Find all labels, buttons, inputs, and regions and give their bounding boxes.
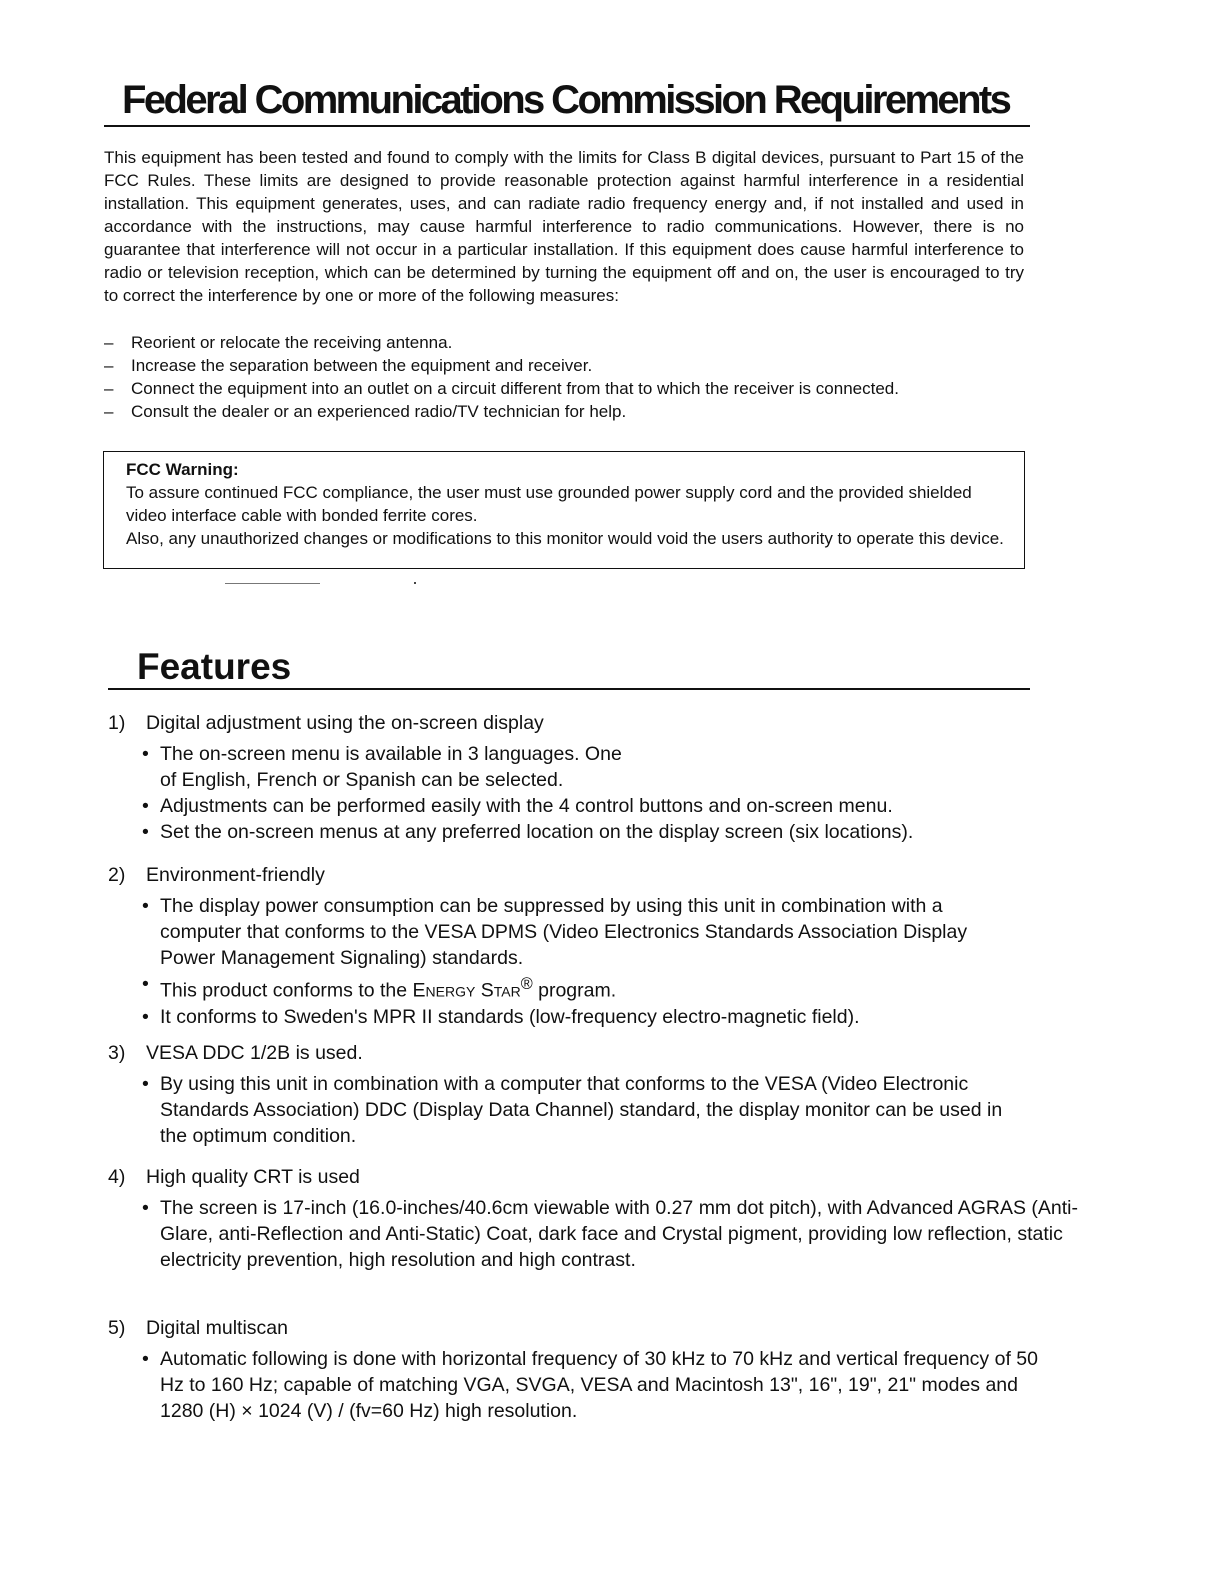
list-item [104, 331, 1004, 354]
feature-point-text: It conforms to Sweden's MPR II standards (low-frequency electro-magnetic field). [160, 1005, 860, 1028]
feature-points [108, 1071, 1028, 1149]
feature-heading [108, 1315, 1028, 1341]
feature-number: 3) [108, 1042, 126, 1064]
dash-marker: – [104, 379, 114, 398]
measure-text: Increase the separation between the equipment and receiver. [131, 356, 593, 375]
fcc-warning-text-1: To assure continued FCC compliance, the user must use grounded power supply cord and the provided shielded video interface cable with bonded ferrite cores. [126, 483, 972, 525]
energy-star-name: Energy Star [412, 979, 521, 1002]
feature-heading [108, 1040, 1028, 1066]
dash-marker: – [104, 356, 114, 375]
bullet-marker: • [142, 1197, 149, 1219]
feature-heading-text: VESA DDC 1/2B is used. [146, 1042, 363, 1064]
list-item [108, 1004, 1028, 1030]
list-item [104, 400, 1004, 423]
measure-text: Reorient or relocate the receiving antenna. [131, 333, 453, 352]
features-section-title: Features [137, 646, 292, 687]
bullet-marker: • [142, 821, 149, 843]
list-item [104, 377, 1004, 400]
fcc-warning-title: FCC Warning: [126, 460, 239, 479]
scan-artifact [225, 583, 320, 584]
feature-point-text: Adjustments can be performed easily with the 4 control buttons and on-screen menu. [160, 795, 893, 817]
feature-heading-text: Digital multiscan [146, 1317, 288, 1339]
feature-point-text: The on-screen menu is available in 3 languages. One of English, French or Spanish can be selected. [160, 743, 622, 791]
feature-points [108, 1346, 1038, 1424]
feature-item-2 [108, 862, 1028, 1030]
list-item [108, 1071, 1010, 1149]
feature-points [108, 741, 1028, 845]
feature-item-3 [108, 1040, 1028, 1149]
feature-item-1 [108, 710, 1028, 845]
feature-points [108, 1195, 1079, 1273]
feature-point-text: Automatic following is done with horizontal frequency of 30 kHz to 70 kHz and vertical frequency of 50 Hz to 160 Hz; capable of matching VGA, SVGA, VESA and Macintosh 13", 16", 19", 21" modes and 1280 (H) × 1024 (V) / (fv=60 Hz) high resolution. [160, 1348, 1038, 1422]
fcc-warning-box [103, 451, 1025, 569]
feature-point-text: The screen is 17-inch (16.0-inches/40.6cm viewable with 0.27 mm dot pitch), with Advanced AGRAS (Anti-Glare, anti-Reflection and Anti-Static) Coat, dark face and Crystal pigment, providing low reflection, static electricity prevention, high resolution and high contrast. [160, 1197, 1079, 1271]
list-item [108, 793, 1028, 819]
dash-marker: – [104, 402, 114, 421]
bullet-marker: • [142, 743, 149, 765]
list-item [108, 741, 640, 793]
feature-heading [108, 862, 1028, 888]
scan-artifact-dot [414, 582, 416, 584]
feature-point-text: Set the on-screen menus at any preferred location on the display screen (six locations). [160, 821, 914, 843]
list-item [108, 1346, 1040, 1424]
feature-heading [108, 1164, 1028, 1190]
feature-heading-text: Digital adjustment using the on-screen display [146, 712, 544, 734]
bullet-marker: • [142, 895, 149, 917]
feature-number: 1) [108, 712, 126, 734]
feature-number: 4) [108, 1166, 126, 1188]
bullet-marker: • [142, 1005, 149, 1028]
fcc-title-underline [104, 125, 1030, 127]
feature-item-4 [108, 1164, 1079, 1273]
bullet-marker: • [142, 1348, 149, 1370]
feature-heading-text: High quality CRT is used [146, 1166, 360, 1188]
fcc-warning-text-2: Also, any unauthorized changes or modifications to this monitor would void the users authority to operate this device. [126, 529, 1004, 548]
feature-number: 5) [108, 1317, 126, 1339]
list-item [108, 893, 1020, 971]
feature-point-text: The display power consumption can be suppressed by using this unit in combination with a computer that conforms to the VESA DPMS (Video Electronics Standards Association Display Power Management Signaling) standards. [160, 895, 968, 969]
feature-point-text: By using this unit in combination with a computer that conforms to the VESA (Video Electronic Standards Association) DDC (Display Data Channel) standard, the display monitor can be used in the optimum condition. [160, 1073, 1003, 1147]
feature-heading-text: Environment-friendly [146, 864, 325, 886]
feature-heading [108, 710, 1028, 736]
bullet-marker: • [142, 1073, 149, 1095]
bullet-marker: • [142, 795, 149, 817]
measure-text: Connect the equipment into an outlet on a circuit different from that to which the receiver is connected. [131, 379, 899, 398]
dash-marker: – [104, 333, 114, 352]
feature-point-text: This product conforms to the [160, 979, 413, 1002]
feature-points [108, 893, 1028, 1030]
feature-item-5 [108, 1315, 1038, 1424]
fcc-measures-list [104, 331, 1004, 423]
fcc-body-paragraph: This equipment has been tested and found to comply with the limits for Class B digital devices, pursuant to Part 15 of the FCC Rules. These limits are designed to provide reasonable protection against harmful interference in a residential installation. This equipment generates, uses, and can radiate radio frequency energy and, if not installed and used in accordance with the instructions, may cause harmful interference to radio communications. However, there is no guarantee that interference will not occur in a particular installation. If this equipment does cause harmful interference to radio or television reception, which can be determined by turning the equipment off and on, the user is encouraged to try to correct the interference by one or more of the following measures: [104, 148, 1024, 305]
bullet-marker: • [142, 973, 149, 995]
registered-mark: ® [520, 975, 533, 993]
features-title-underline [108, 688, 1030, 690]
fcc-section-title: Federal Communications Commission Requirements [122, 78, 1010, 122]
feature-number: 2) [108, 864, 126, 886]
list-item [108, 1195, 1080, 1273]
list-item [108, 819, 1028, 845]
list-item [104, 354, 1004, 377]
feature-point-text-tail: program. [532, 979, 617, 1002]
list-item [108, 971, 1028, 1004]
measure-text: Consult the dealer or an experienced radio/TV technician for help. [131, 402, 627, 421]
